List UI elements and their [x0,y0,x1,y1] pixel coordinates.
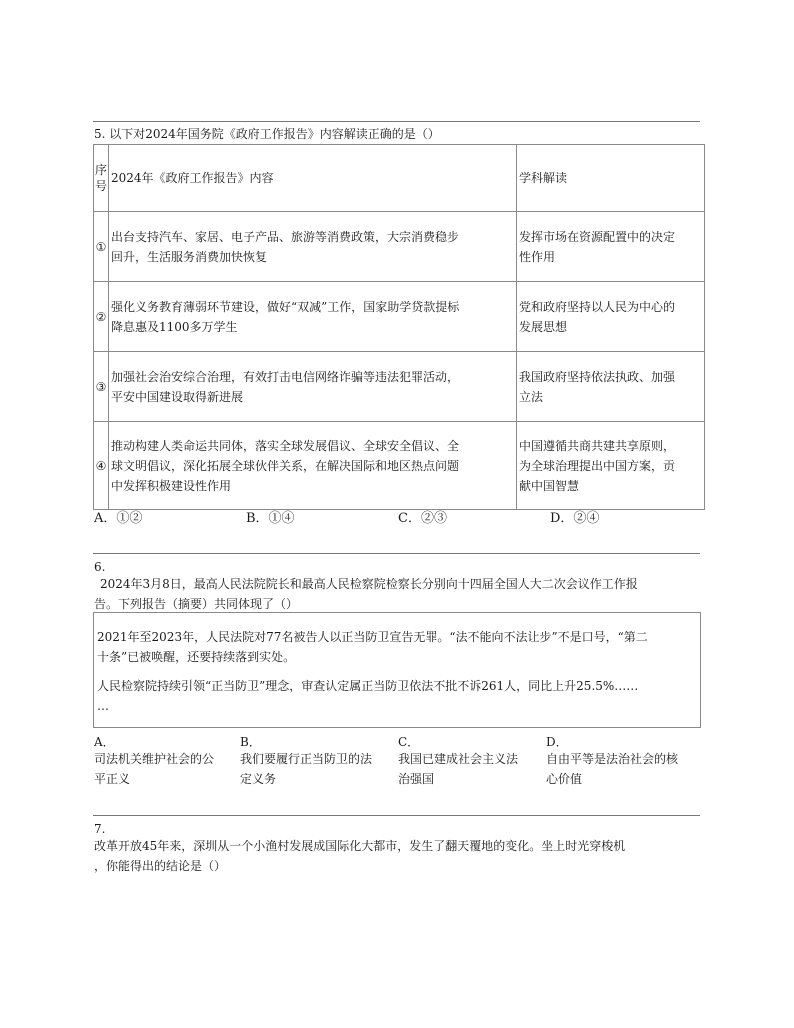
q6-quote-box [93,612,701,728]
table-row [94,212,705,282]
row-content: 加强社会治安综合治理，有效打击电信网络诈骗等违法犯罪活动， 平安中国建设取得新进展 [109,352,517,422]
header-content: 2024年《政府工作报告》内容 [109,145,517,212]
q5-option-d[interactable]: D．②④ [550,511,600,526]
row-content: 推动构建人类命运共同体，落实全球发展倡议、全球安全倡议、全 球文明倡议，深化拓展全球伙伴关系，在解决国际和地区热点问题 中发挥积极建设性作用 [109,422,517,510]
q5-option-c[interactable]: C．②③ [398,511,447,526]
row-number: ④ [94,422,109,510]
q6-number: 6. [94,560,106,574]
row-content: 强化义务教育薄弱环节建设，做好“双减”工作，国家助学贷款提标 降息惠及1100多万学生 [109,282,517,352]
q7-stem-line1: 改革开放45年来，深圳从一个小渔村发展成国际化大都市，发生了翻天覆地的变化。坐上时光穿梭机 [94,839,626,853]
q6-option-b[interactable]: B． 我们要履行正当防卫的法 定义务 [240,735,373,786]
q6-stem-line2: 告。下列报告（摘要）共同体现了（） [94,597,299,611]
q5-stem: 5. 以下对2024年国务院《政府工作报告》内容解读正确的是（） [94,127,440,141]
header-interp: 学科解读 [517,145,705,212]
quote-paragraph-2: 人民检察院持续引领“正当防卫”理念，审查认定属正当防卫依法不批不诉261人，同比上升25.5%…… … [97,679,639,713]
quote-paragraph-1: 2021年至2023年，人民法院对77名被告人以正当防卫宣告无罪。“法不能向不法让步”不是口号，“第二 十条”已被唤醒，还要持续落到实处。 [97,630,648,664]
q6-option-a[interactable]: A． 司法机关维护社会的公 平正义 [94,735,215,786]
row-interp: 中国遵循共商共建共享原则， 为全球治理提出中国方案，贡 献中国智慧 [517,422,705,510]
q6-option-c[interactable]: C． 我国已建成社会主义法 治强国 [398,735,519,786]
table-row [94,422,705,510]
table-header-row [94,145,705,212]
q7-number: 7. [94,822,106,836]
header-no: 序号 [94,145,109,212]
q5-option-a[interactable]: A．①② [94,511,143,526]
divider-q7 [93,815,700,816]
row-interp: 党和政府坚持以人民为中心的 发展思想 [517,282,705,352]
row-interp: 发挥市场在资源配置中的决定 性作用 [517,212,705,282]
q7-stem-line2: ，你能得出的结论是（） [94,859,227,873]
table-row [94,352,705,422]
divider-q5 [93,121,700,122]
q5-table [93,144,705,510]
row-number: ③ [94,352,109,422]
row-number: ① [94,212,109,282]
row-content: 出台支持汽车、家居、电子产品、旅游等消费政策，大宗消费稳步 回升，生活服务消费加快恢复 [109,212,517,282]
row-interp: 我国政府坚持依法执政、加强 立法 [517,352,705,422]
divider-q6 [93,553,700,554]
q6-stem-line1: 2024年3月8日，最高人民法院院长和最高人民检察院检察长分别向十四届全国人大二次会议作工作报 [100,577,638,591]
q6-option-d[interactable]: D． 自由平等是法治社会的核 心价值 [546,735,679,786]
table-row [94,282,705,352]
row-number: ② [94,282,109,352]
q5-option-b[interactable]: B．①④ [246,511,295,526]
